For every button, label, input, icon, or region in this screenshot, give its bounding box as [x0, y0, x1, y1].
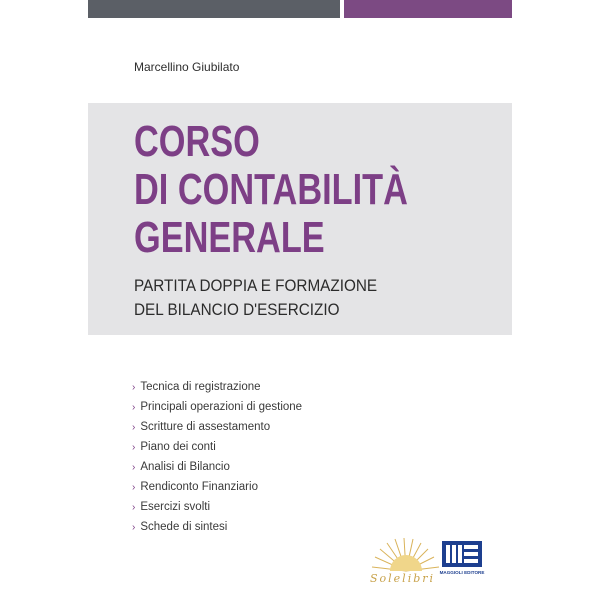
top-bar-gray — [88, 0, 340, 18]
list-item — [132, 377, 302, 397]
title-line-2: DI CONTABILITÀ — [134, 165, 408, 214]
publisher-name: MAGGIOLI EDITORE — [439, 570, 485, 575]
topic-label: Rendiconto Finanziario — [140, 481, 258, 493]
list-item — [132, 457, 302, 477]
topic-label: Scritture di assestamento — [140, 421, 271, 433]
series-name: Solelibri — [370, 572, 436, 585]
top-bar-purple — [344, 0, 512, 18]
bullet-icon: › — [132, 522, 136, 533]
topic-label: Tecnica di registrazione — [140, 381, 261, 393]
bullet-icon: › — [132, 482, 136, 493]
bullet-icon: › — [132, 402, 136, 413]
list-item — [132, 417, 302, 437]
bullet-icon: › — [132, 462, 136, 473]
book-cover — [88, 0, 512, 600]
topics-list — [132, 377, 302, 537]
list-item — [132, 477, 302, 497]
bullet-icon: › — [132, 442, 136, 453]
list-item — [132, 517, 302, 537]
subtitle-line-1: PARTITA DOPPIA E FORMAZIONE — [134, 276, 378, 295]
topic-label: Principali operazioni di gestione — [140, 401, 303, 413]
bullet-icon: › — [132, 382, 136, 393]
bullet-icon: › — [132, 422, 136, 433]
author-name: Marcellino Giubilato — [134, 60, 240, 74]
list-item — [132, 497, 302, 517]
list-item — [132, 437, 302, 457]
title-line-1: CORSO — [134, 117, 260, 166]
topic-label: Analisi di Bilancio — [140, 461, 230, 473]
publisher-logo — [439, 541, 485, 577]
bullet-icon: › — [132, 502, 136, 513]
subtitle-line-2: DEL BILANCIO D'ESERCIZIO — [134, 300, 340, 319]
topic-label: Esercizi svolti — [140, 501, 210, 513]
title-line-3: GENERALE — [134, 213, 325, 262]
list-item — [132, 397, 302, 417]
topic-label: Piano dei conti — [140, 441, 216, 453]
topic-label: Schede di sintesi — [140, 521, 228, 533]
